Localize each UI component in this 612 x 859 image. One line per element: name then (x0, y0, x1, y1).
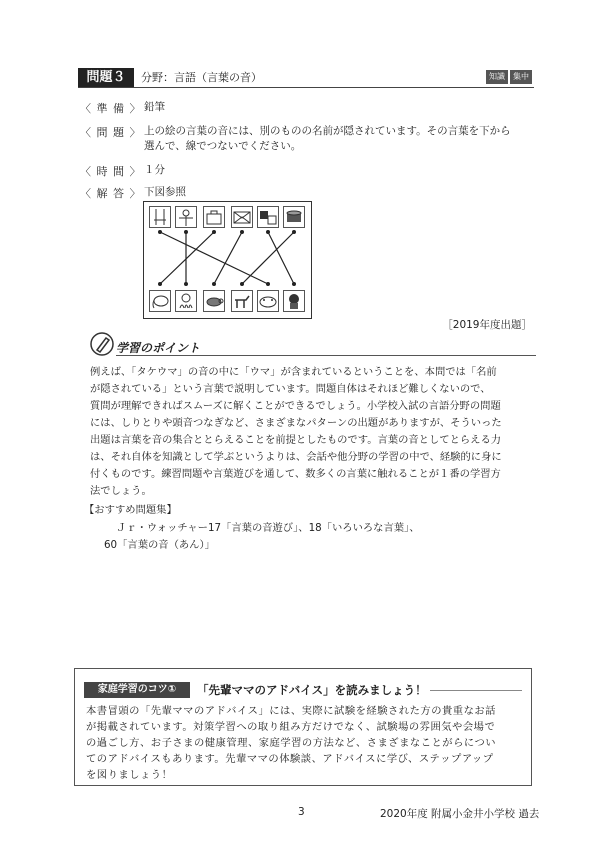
connect-line (242, 232, 294, 284)
page-number: 3 (298, 806, 305, 818)
connector-dot (240, 230, 244, 234)
tip-line: てのアドバイスもあります。先輩ママの体験談、アドバイスに学び、ステップアップ (86, 753, 494, 765)
tag-focus: 集中 (510, 70, 532, 84)
connector-dot (292, 230, 296, 234)
point-line: 法でしょう。 (90, 485, 152, 497)
point-line: は、それ自体を知識として学ぶというよりは、会話や他分野の学習の中で、経験的に身に (90, 451, 502, 463)
hippo-icon (257, 290, 279, 312)
question-label: 〈 問 題 〉 (80, 126, 142, 139)
recommended-item: 60「言葉の音（あん）」 (104, 539, 215, 551)
ogre-icon (283, 290, 305, 312)
connect-line (160, 232, 214, 284)
connector-dot (266, 282, 270, 286)
point-line: には、しりとりや頭音つなぎなど、さまざまなパターンの出題がありますが、そういった (90, 417, 502, 429)
connector-dot (158, 230, 162, 234)
connect-line (268, 232, 294, 284)
point-title: 学習のポイント (116, 341, 201, 355)
connector-dot (184, 282, 188, 286)
point-line: 例えば、「タケウマ」の音の中に「ウマ」が含まれているということを、本問では「名前 (90, 366, 497, 378)
year-note: ［2019年度出題］ (442, 319, 532, 331)
connector-dot (240, 282, 244, 286)
point-line: 付くものです。練習問題や言葉遊びを通して、数多くの言葉に触れることが１番の学習方 (90, 468, 501, 480)
tip-line: を図りましょう！ (86, 769, 173, 781)
tip-line: 本書冒頭の「先輩ママのアドバイス」には、実際に試験を経験された方の貴重なお話 (86, 705, 496, 717)
connector-dot (212, 282, 216, 286)
time-label: 〈 時 間 〉 (80, 165, 142, 178)
recommended-item: Ｊｒ・ウォッチャー17「言葉の音遊び」、18「いろいろな言葉」、 (116, 522, 420, 534)
point-line: 出題は言葉を音の集合ととらえることを前提としたものです。言葉の音としてとらえる力 (90, 434, 502, 446)
pencil-icon (90, 331, 114, 357)
elephant-icon (149, 290, 171, 312)
tip-title: 「先輩ママのアドバイス」を読みましょう！ (197, 683, 427, 697)
field-label: 分野：言語（言葉の音） (141, 71, 262, 84)
drum-icon (283, 206, 305, 228)
question-line: 上の絵の言葉の音には、別のものの名前が隠されています。その言葉を下から (144, 125, 511, 137)
tip-body (86, 703, 524, 783)
connector-dot (158, 282, 162, 286)
connector-dot (292, 282, 296, 286)
answer-text: 下図参照 (144, 186, 186, 198)
point-line: が隠されている」という言葉で説明しています。問題自体はそれほど難しくないので、 (90, 383, 491, 395)
connect-line (160, 232, 268, 284)
octopus-icon (175, 290, 197, 312)
prep-label: 〈 準 備 〉 (80, 102, 142, 115)
connector-dot (266, 230, 270, 234)
recommended-heading: 【おすすめ問題集】 (84, 504, 177, 516)
time-text: １分 (144, 164, 165, 176)
tip-badge: 家庭学習のコツ① (84, 682, 190, 698)
envelope-icon (231, 206, 253, 228)
connector-dot (212, 230, 216, 234)
answer-label: 〈 解 答 〉 (80, 187, 142, 200)
tag-knowledge: 知識 (486, 70, 508, 84)
turtle-icon (203, 290, 225, 312)
point-rule (116, 355, 536, 356)
answer-figure (143, 201, 312, 319)
dice-icon (257, 206, 279, 228)
question-line: 選んで、線でつないでください。 (144, 140, 302, 152)
prep-text: 鉛筆 (144, 101, 165, 113)
question-text (144, 124, 539, 154)
connector-dot (184, 230, 188, 234)
point-body (90, 364, 530, 500)
tip-line: の過ごし方、お子さまの健康管理、家庭学習の方法など、さまざまなことがらについ (86, 737, 497, 749)
problem-badge: 問題３ (78, 68, 134, 87)
candle-icon (149, 206, 171, 228)
scarecrow-icon (175, 206, 197, 228)
point-line: 質問が理解できればスムーズに解くことができるでしょう。小学校入試の言語分野の問題 (90, 400, 501, 412)
tip-rule (430, 690, 522, 691)
bag-icon (203, 206, 225, 228)
footer-title: 2020年度 附属小金井小学校 過去 (380, 808, 540, 820)
connect-line (214, 232, 242, 284)
header-rule (78, 87, 534, 88)
horse-icon (231, 290, 253, 312)
tip-line: が掲載されています。対策学習への取り組み方だけでなく、試験場の雰囲気や会場で (86, 721, 496, 733)
